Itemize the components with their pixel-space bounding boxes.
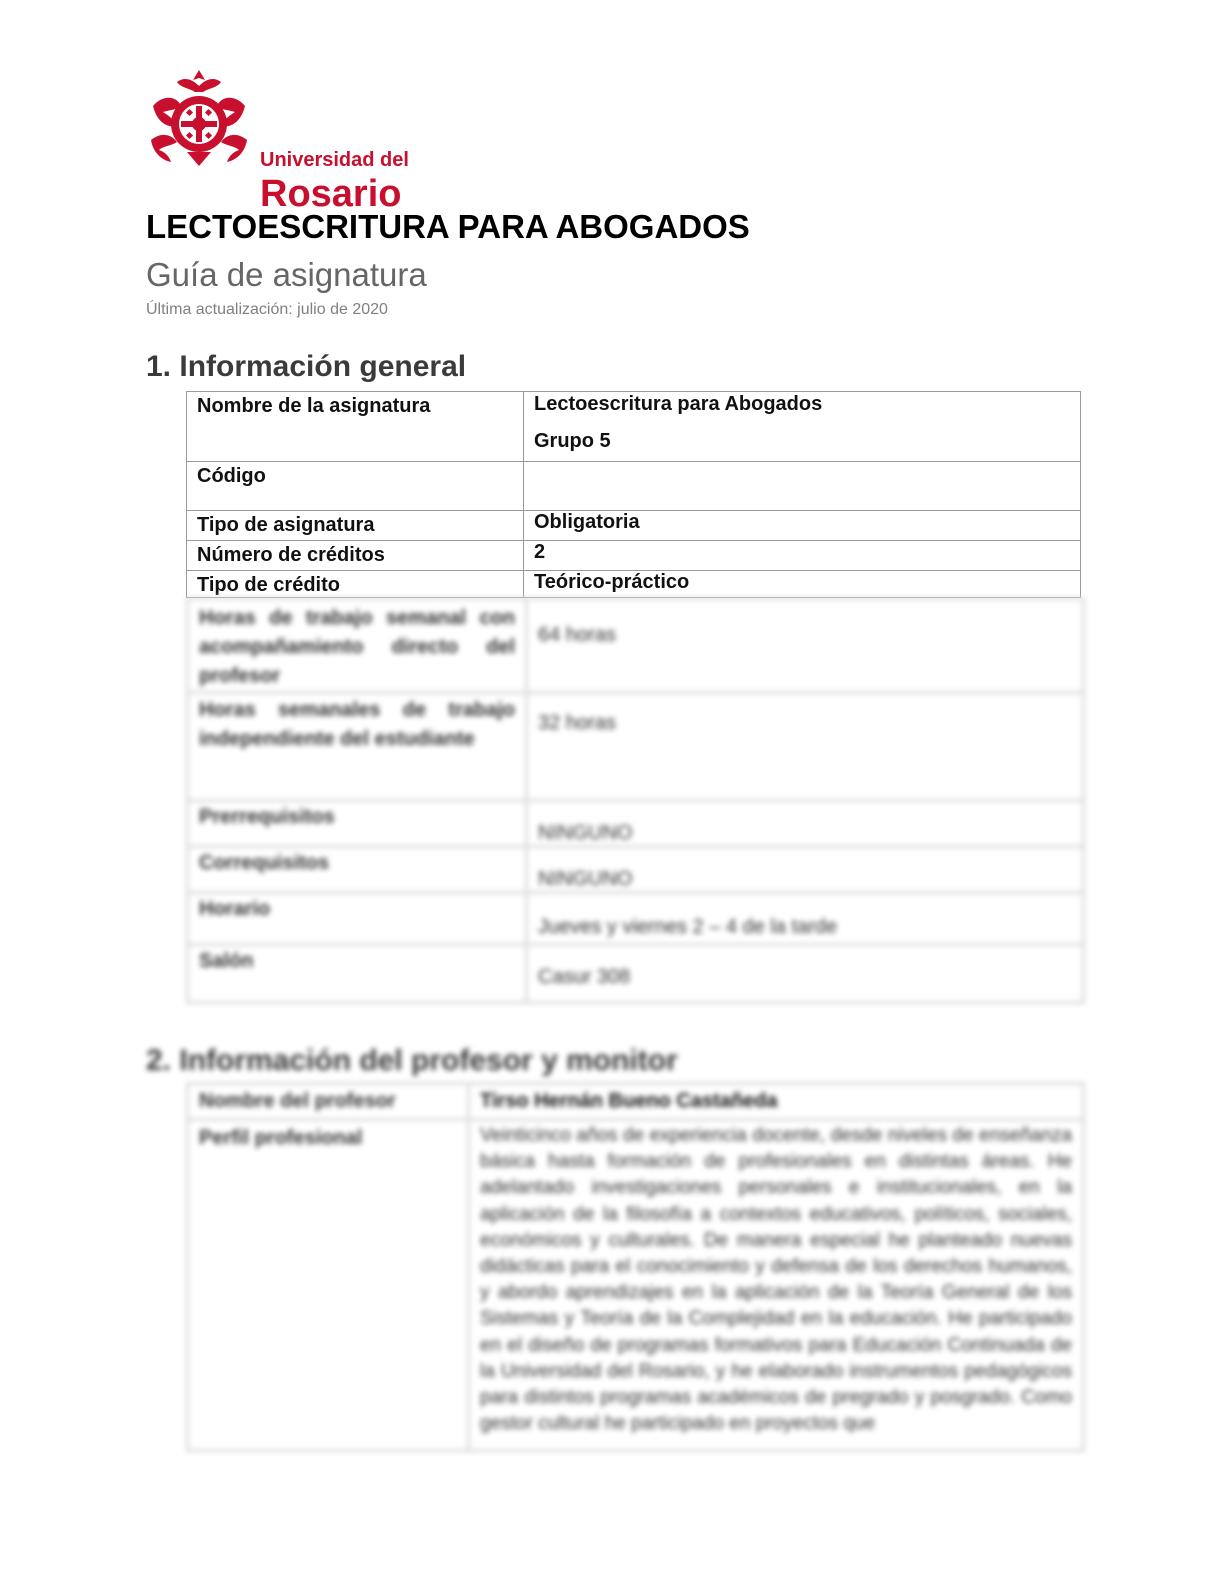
table-row bbox=[188, 693, 1084, 801]
university-logo bbox=[147, 66, 427, 215]
row-label: Código bbox=[187, 462, 524, 511]
row-label: Prerrequisitos bbox=[188, 801, 527, 847]
section1-heading: 1. Información general bbox=[146, 350, 467, 383]
table-row bbox=[187, 392, 1081, 462]
document-title: LECTOESCRITURA PARA ABOGADOS bbox=[146, 208, 750, 245]
row-value: NINGUNO bbox=[527, 801, 1084, 847]
table-row bbox=[188, 1084, 1084, 1120]
row-label: Horario bbox=[188, 893, 527, 945]
row-label: Salón bbox=[188, 945, 527, 1003]
row-label: Horas de trabajo semanal con acompañamiento directo del profesor bbox=[188, 599, 527, 693]
row-value: 32 horas bbox=[527, 693, 1084, 801]
course-group: Grupo 5 bbox=[534, 430, 611, 452]
row-value: Obligatoria bbox=[524, 511, 1081, 541]
last-updated: Última actualización: julio de 2020 bbox=[146, 301, 388, 318]
document-subtitle: Guía de asignatura bbox=[146, 256, 427, 293]
row-value: Teórico-práctico bbox=[524, 571, 1081, 598]
logo-text-line2: Rosario bbox=[260, 173, 402, 215]
table-row bbox=[188, 599, 1084, 693]
table-row bbox=[187, 541, 1081, 571]
row-value: NINGUNO bbox=[527, 847, 1084, 893]
university-crest-icon bbox=[147, 66, 251, 170]
row-value: Casur 308 bbox=[527, 945, 1084, 1003]
professor-name: Tirso Hernán Bueno Castañeda bbox=[469, 1084, 1084, 1120]
general-info-table bbox=[186, 391, 1081, 598]
table-row bbox=[188, 893, 1084, 945]
professor-info-table bbox=[186, 1082, 1085, 1452]
table-row bbox=[188, 945, 1084, 1003]
row-value: 2 bbox=[524, 541, 1081, 571]
table-row bbox=[187, 462, 1081, 511]
row-label: Número de créditos bbox=[187, 541, 524, 571]
row-value bbox=[524, 392, 1081, 462]
row-value: 64 horas bbox=[527, 599, 1084, 693]
table-row bbox=[188, 801, 1084, 847]
row-value bbox=[524, 462, 1081, 511]
table-row bbox=[187, 571, 1081, 598]
profile-label: Perfil profesional bbox=[188, 1120, 469, 1451]
row-value: Jueves y viernes 2 – 4 de la tarde bbox=[527, 893, 1084, 945]
course-name: Lectoescritura para Abogados bbox=[534, 393, 823, 415]
row-label: Correquisitos bbox=[188, 847, 527, 893]
row-label: Tipo de asignatura bbox=[187, 511, 524, 541]
section2-heading: 2. Información del profesor y monitor bbox=[146, 1044, 678, 1077]
row-label: Tipo de crédito bbox=[187, 571, 524, 598]
row-label: Nombre de la asignatura bbox=[187, 392, 524, 462]
logo-text-line1: Universidad del bbox=[260, 149, 409, 171]
table-row bbox=[188, 1120, 1084, 1451]
professor-profile: Veinticinco años de experiencia docente, desde niveles de enseñanza básica hasta formación de profesionales en distintas áreas. He adelantado investigaciones personales e institucionales, en la aplicación de la filosofía a contextos educativos, políticos, sociales, económicos y culturales. De manera especial he planteado nuevas didácticas para el conocimiento y defensa de los derechos humanos, y abordo aprendizajes en la aplicación de la Teoría General de los Sistemas y Teoría de la Complejidad en la educación. He participado en el diseño de programas formativos para Educación Continuada de la Universidad del Rosario, y he elaborado instrumentos pedagógicos para distintos programas académicos de pregrado y posgrado. Como gestor cultural he participado en proyectos que bbox=[469, 1120, 1084, 1451]
table-row bbox=[187, 511, 1081, 541]
general-info-table-continued bbox=[186, 597, 1085, 1004]
table-row bbox=[188, 847, 1084, 893]
row-label: Horas semanales de trabajo independiente del estudiante bbox=[188, 693, 527, 801]
professor-name-label: Nombre del profesor bbox=[188, 1084, 469, 1120]
